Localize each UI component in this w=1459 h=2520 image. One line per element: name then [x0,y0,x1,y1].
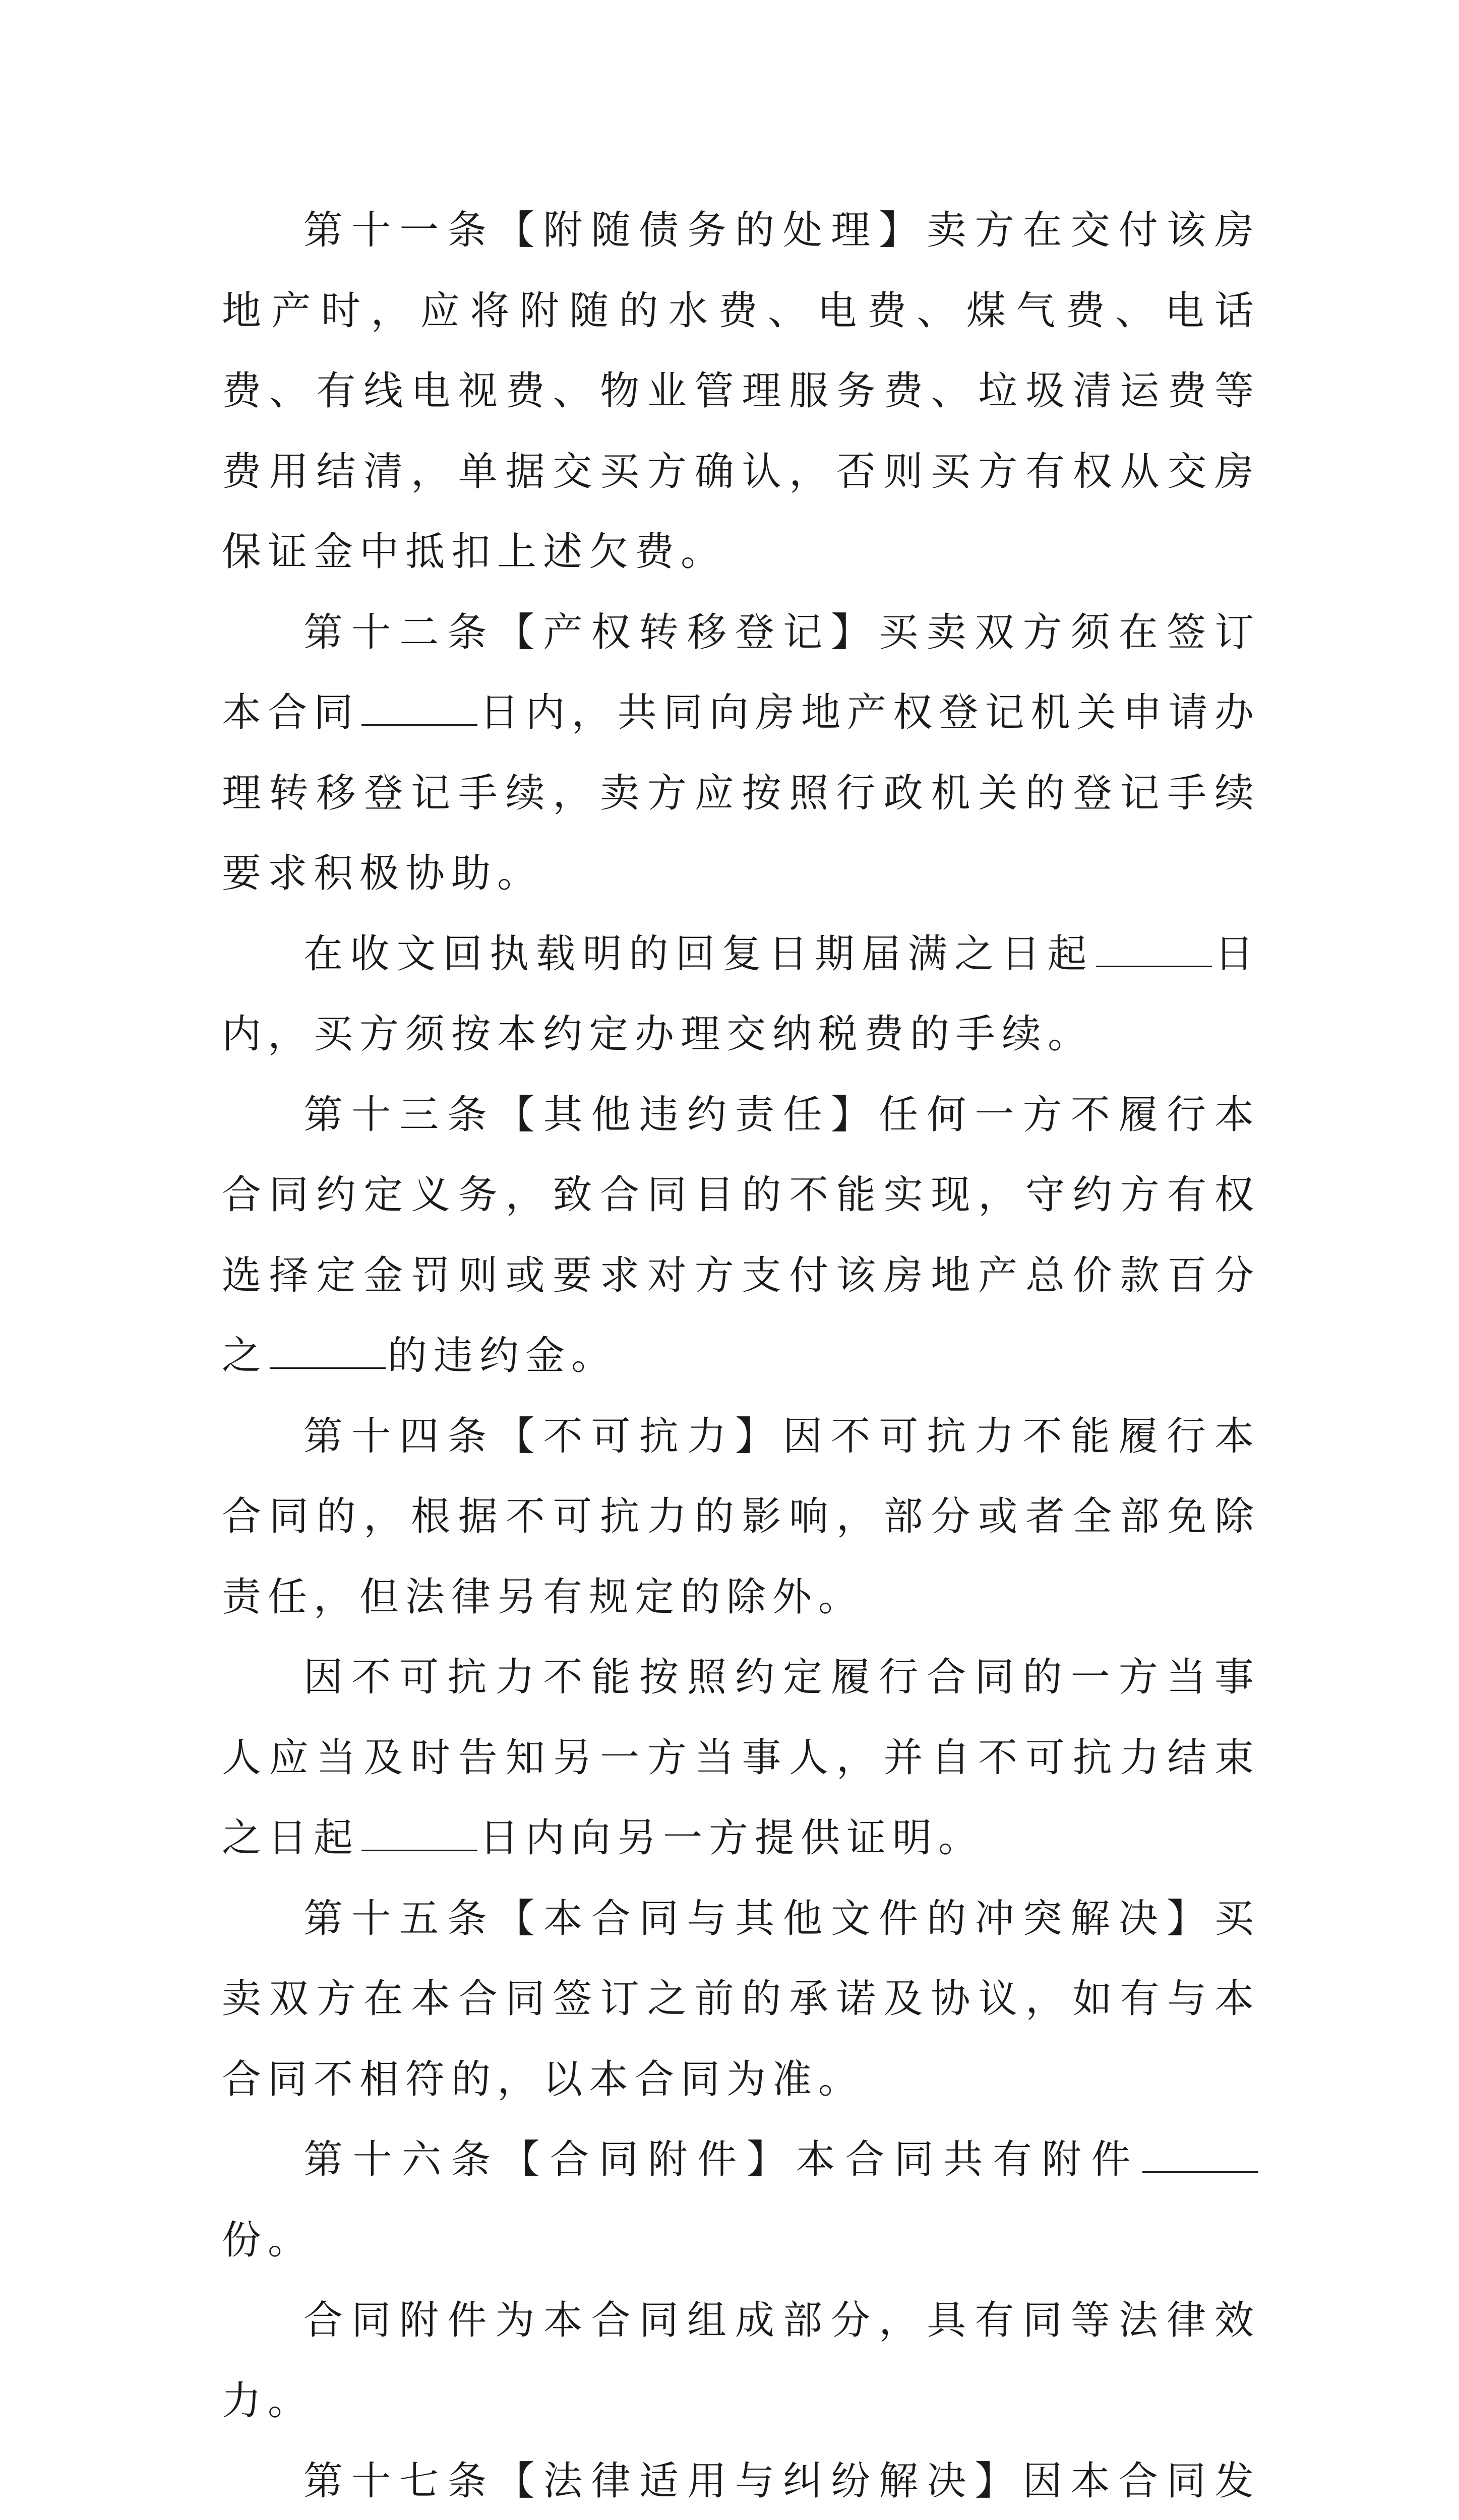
article-16-effect: 合同附件为本合同组成部分，具有同等法律效力。 [222,2298,1260,2424]
article-12: 第十二条【产权转移登记】买卖双方须在签订本合同 日内，共同向房地产权登记机关申请办理转移登记手续，卖方应按照行政机关的登记手续要求积极协助。 [222,609,1260,896]
article-12-tax: 在收文回执载明的回复日期届满之日起 日内，买方须按本约定办理交纳税费的手续。 [222,931,1260,1057]
article-15: 第十五条【本合同与其他文件的冲突解决】买卖双方在本合同签订之前的承诺及协议，如有与本合同不相符的，以本合同为准。 [222,1896,1260,2102]
article-14-notice: 因不可抗力不能按照约定履行合同的一方当事人应当及时告知另一方当事人，并自不可抗力结束之日起 日内向另一方提供证明。 [222,1655,1260,1861]
blank-field [270,1336,386,1369]
blank-field [361,1818,477,1851]
article-11: 第十一条【附随债务的处理】卖方在交付该房地产时，应将附随的水费、电费、煤气费、电话费、有线电视费、物业管理服务费、垃圾清运费等费用结清，单据交买方确认，否则买方有权从交房保证金中抵扣上述欠费。 [222,208,1260,575]
contract-body [222,191,1260,2520]
article-13: 第十三条【其他违约责任】任何一方不履行本合同约定义务，致合同目的不能实现，守约方有权选择定金罚则或要求对方支付该房地产总价款百分之 的违约金。 [222,1092,1260,1378]
blank-field [1142,2140,1258,2173]
blank-field [361,693,477,726]
article-16: 第十六条【合同附件】本合同共有附件份。 [222,2120,1260,2281]
blank-field [1096,934,1212,967]
article-14: 第十四条【不可抗力】因不可抗力不能履行本合同的，根据不可抗力的影响，部分或者全部免除责任，但法律另有规定的除外。 [222,1413,1260,1620]
article-17: 第十七条【法律适用与纠纷解决】因本合同发 [303,2459,1260,2504]
